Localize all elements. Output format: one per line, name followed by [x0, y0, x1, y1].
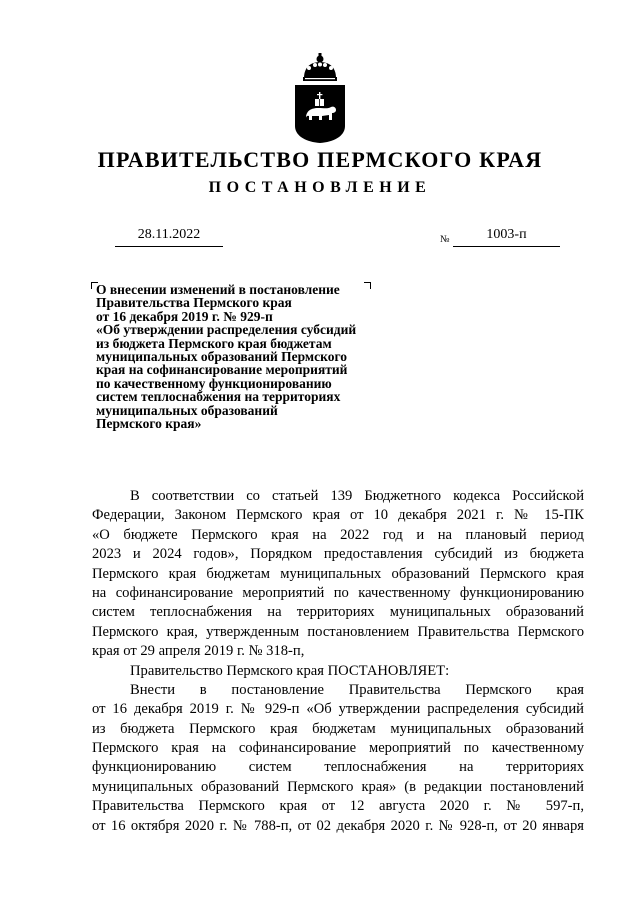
body-line: Правительство Пермского края ПОСТАНОВЛЯЕТ: [130, 662, 450, 679]
body-line: В соответствии со статьей 139 Бюджетного кодекса Российской [130, 488, 584, 504]
document-number: 1003-п [453, 227, 560, 247]
perm-krai-coat-of-arms-icon [290, 52, 350, 144]
subject-line: края на софинансирование мероприятий [96, 362, 348, 378]
body-line: 2023 и 2024 годов», Порядком предоставления субсидий из бюджета [92, 546, 584, 563]
body-line: Правительства Пермского края от 12 августа 2020 г. № 597-п, [92, 798, 584, 815]
body-line: на софинансирование мероприятий по качественному функционированию [92, 584, 584, 601]
subject-line: от 16 декабря 2019 г. № 929-п [96, 308, 273, 324]
subject-line: систем теплоснабжения на территориях [96, 389, 341, 405]
document-date: 28.11.2022 [115, 227, 223, 247]
document-number-block [440, 227, 560, 246]
number-sign: № [440, 234, 450, 245]
subject-line: Пермского края» [96, 416, 202, 432]
body-line: Пермского края бюджетам муниципальных образований Пермского края [92, 565, 584, 582]
subject-line: по качественному функционированию [96, 375, 332, 391]
body-line: муниципальных образований Пермского края» (в редакции постановлений [92, 778, 584, 795]
subject-line: муниципальных образований Пермского [96, 349, 348, 365]
subject-line: Правительства Пермского края [96, 295, 292, 311]
government-title: ПРАВИТЕЛЬСТВО ПЕРМСКОГО КРАЯ [97, 147, 543, 172]
body-line: Пермского края на софинансирование мероприятий по качественному [92, 740, 584, 757]
subject-line: из бюджета Пермского края бюджетам [96, 335, 332, 351]
body-line: Внести в постановление Правительства Пермского края [130, 681, 584, 698]
subject-line: «Об утверждении распределения субсидий [96, 322, 357, 338]
body-line: Пермского края, утвержденным постановлением Правительства Пермского [92, 623, 584, 640]
subject-line: муниципальных образований [96, 402, 278, 418]
body-line: из бюджета Пермского края бюджетам муниципальных образований [92, 720, 584, 737]
body-line: систем теплоснабжения на территориях муниципальных образований [92, 604, 584, 621]
body-line: «О бюджете Пермского края на 2022 год и на плановый период [92, 526, 584, 543]
document-subject [96, 283, 396, 430]
body-line: от 16 октября 2020 г. № 788-п, от 02 декабря 2020 г. № 928-п, от 20 января [92, 817, 584, 834]
body-line: функционированию систем теплоснабжения на территориях [92, 759, 584, 776]
subject-line: О внесении изменений в постановление [96, 282, 340, 297]
body-line: края от 29 апреля 2019 г. № 318-п, [92, 643, 305, 660]
document-body [92, 487, 584, 836]
body-line: Федерации, Законом Пермского края от 10 декабря 2021 г. № 15-ПК [92, 507, 584, 524]
document-type: ПОСТАНОВЛЕНИЕ [208, 179, 432, 196]
body-line: от 16 декабря 2019 г. № 929-п «Об утверждении распределения субсидий [92, 701, 584, 718]
